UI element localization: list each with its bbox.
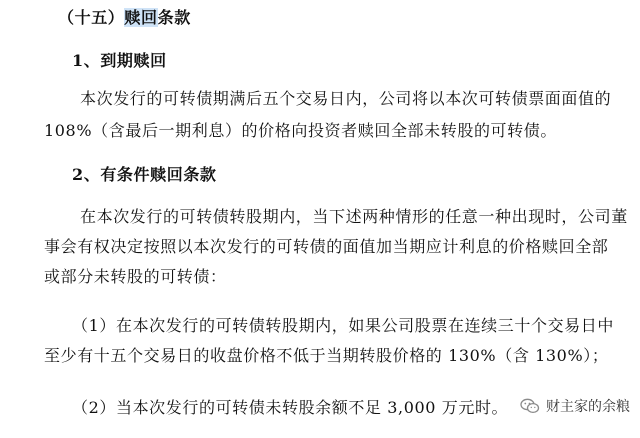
- heading-highlight: 赎回: [124, 8, 158, 27]
- section2-title: 2、有条件赎回条款: [72, 165, 217, 184]
- watermark-text: 财主家的余粮: [546, 399, 630, 415]
- watermark: [520, 396, 630, 416]
- section2-paragraph-line1: 在本次发行的可转债转股期内，当下述两种情形的任意一种出现时，公司董: [80, 207, 628, 226]
- item1-line2: 至少有十五个交易日的收盘价格不低于当期转股价格的 130%（含 130%）；: [44, 346, 609, 365]
- item1-line1: （1）在本次发行的可转债转股期内，如果公司股票在连续三十个交易日中: [72, 316, 614, 335]
- heading-prefix: （十五）: [58, 8, 125, 27]
- section-heading: [58, 8, 191, 28]
- section2-paragraph-line3: 或部分未转股的可转债：: [44, 267, 227, 286]
- section2-paragraph-line2: 事会有权决定按照以本次发行的可转债的面值加当期应计利息的价格赎回全部: [44, 237, 609, 256]
- item2-line1: （2）当本次发行的可转债未转股余额不足 3,000 万元时。: [72, 398, 509, 417]
- heading-suffix: 条款: [157, 8, 191, 27]
- section1-paragraph-line1: 本次发行的可转债期满后五个交易日内，公司将以本次可转债票面面值的: [80, 89, 612, 108]
- section1-title: 1、到期赎回: [72, 51, 167, 70]
- wechat-icon: [520, 398, 540, 414]
- section1-paragraph-line2: 108%（含最后一期利息）的价格向投资者赎回全部未转股的可转债。: [44, 121, 557, 140]
